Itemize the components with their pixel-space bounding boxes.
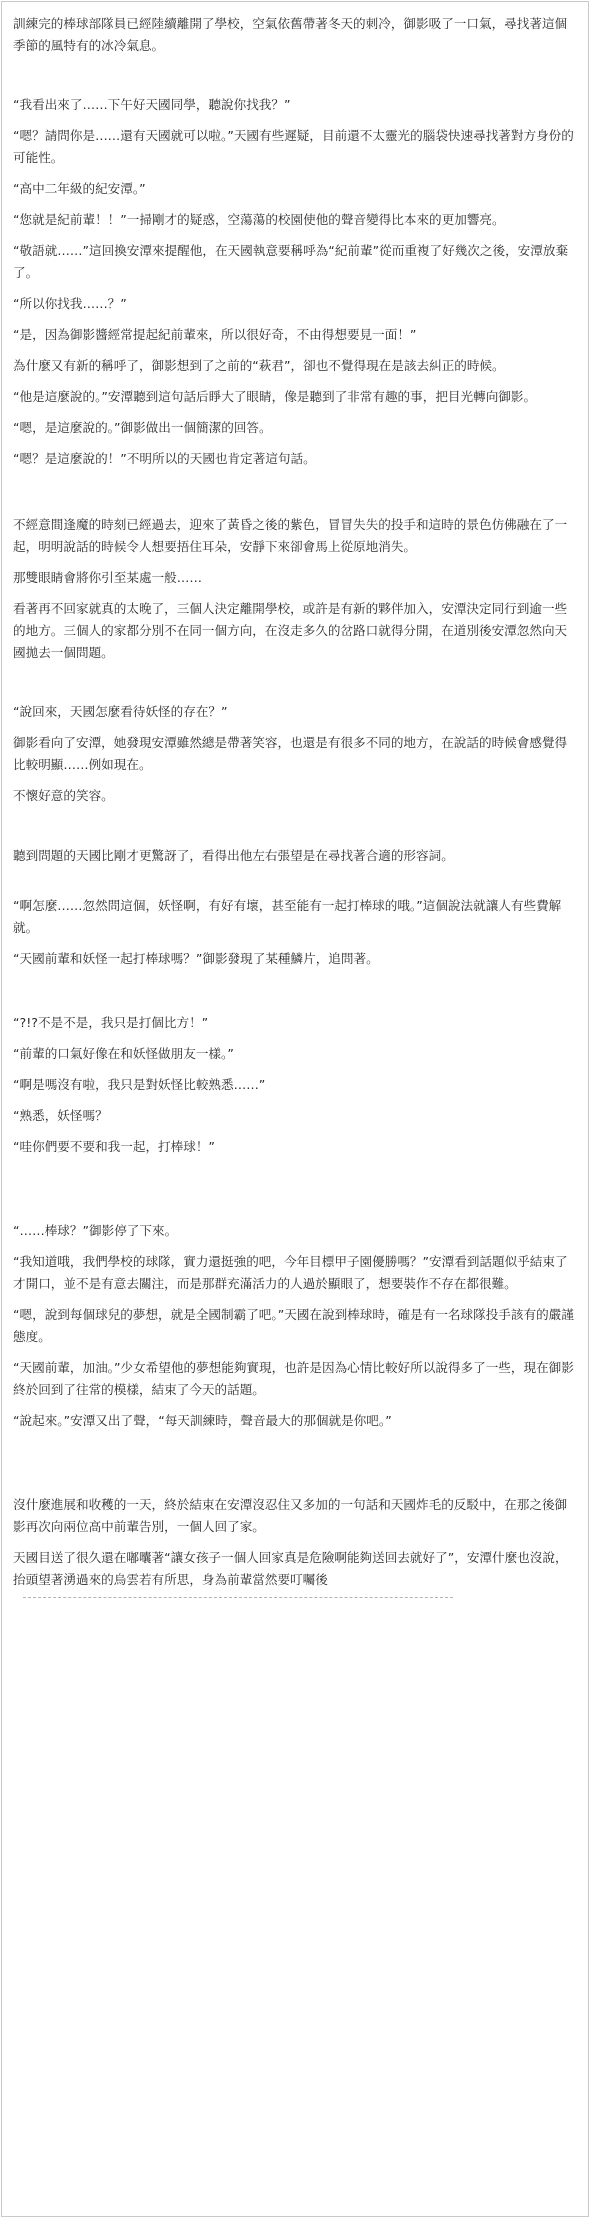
paragraph: “?!?不是不是，我只是打個比方！”	[13, 1015, 209, 1030]
paragraph: 為什麼又有新的稱呼了，御影想到了之前的“萩君”，卻也不覺得現在是該去糾正的時候。	[13, 358, 505, 373]
paragraph: 沒什麼進展和收穫的一天，終於結束在安潭沒忍住又多加的一句話和天國炸毛的反駁中，在那之後御影再次向兩位高中前輩告別，一個人回了家。	[13, 1497, 568, 1534]
article-page	[1, 1, 589, 2217]
paragraph: “啊是嗎沒有啦，我只是對妖怪比較熟悉……”	[13, 1077, 266, 1092]
paragraph: “嗯，是這麼說的。”御影做出一個簡潔的回答。	[13, 420, 272, 435]
paragraph: 天國目送了很久還在嘟囔著“讓女孩子一個人回家真是危險啊能夠送回去就好了”，安潭什麼也沒說，抬頭望著湧過來的烏雲若有所思，身為前輩當然要叮囑後	[13, 1550, 568, 1587]
paragraph: “天國前輩，加油。”少女希望他的夢想能夠實現，也許是因為心情比較好所以說得多了一些，現在御影終於回到了往常的模樣，結束了今天的話題。	[13, 1360, 574, 1397]
paragraph: “敬語就……”這回換安潭來提醒他，在天國執意要稱呼為“紀前輩”從而重複了好幾次之後，安潭放棄了。	[13, 243, 569, 280]
paragraph: 看著再不回家就真的太晚了，三個人決定離開學校，或許是有新的夥伴加入，安潭決定同行到逾一些的地方。三個人的家都分別不在同一個方向，在沒走多久的岔路口就得分開，在道別後安潭忽然向天國拋去一個問題。	[13, 601, 568, 660]
paragraph: “說起來。”安潭又出了聲，“每天訓練時，聲音最大的那個就是你吧。”	[13, 1413, 392, 1428]
paragraph: 聽到問題的天國比剛才更驚訝了，看得出他左右張望是在尋找著合適的形容詞。	[13, 848, 454, 863]
paragraph: “啊怎麼……忽然問這個，妖怪啊，有好有壞，甚至能有一起打棒球的哦。”這個說法就讓人有些費解就。	[13, 898, 562, 935]
paragraph: “您就是紀前輩！！”一掃剛才的疑惑，空蕩蕩的校園使他的聲音變得比本來的更加響亮。	[13, 212, 505, 227]
paragraph: “嗯？是這麼說的！”不明所以的天國也肯定著這句話。	[13, 451, 316, 466]
dashed-divider	[23, 1597, 453, 1598]
paragraph: 訓練完的棒球部隊員已經陸續離開了學校，空氣依舊帶著冬天的刺冷，御影吸了一口氣，尋找著這個季節的風特有的冰冷氣息。	[13, 16, 568, 53]
paragraph: “說回來，天國怎麼看待妖怪的存在？”	[13, 704, 228, 719]
paragraph: 那雙眼睛會將你引至某處一般……	[13, 570, 202, 585]
paragraph: “我看出來了……下午好天國同學，聽說你找我？”	[13, 97, 291, 112]
paragraph: “我知道哦，我們學校的球隊，實力還挺強的吧，今年目標甲子園優勝嗎？”安潭看到話題似乎結束了才開口，並不是有意去關注，而是那群充滿活力的人過於顯眼了，想要裝作不存在都很難。	[13, 1254, 568, 1291]
paragraph: “天國前輩和妖怪一起打棒球嗎？”御影發現了某種鱗片，追問著。	[13, 951, 379, 966]
paragraph: “哇你們要不要和我一起，打棒球！”	[13, 1139, 215, 1154]
paragraph: 不懷好意的笑容。	[13, 788, 114, 803]
paragraph: “嗯？請問你是……還有天國就可以啦。”天國有些遲疑，目前還不太靈光的腦袋快速尋找著對方身份的可能性。	[13, 128, 574, 165]
paragraph: “……棒球？”御影停了下來。	[13, 1223, 178, 1238]
paragraph: “熟悉，妖怪嗎？	[13, 1108, 108, 1123]
paragraph: “是，因為御影醬經常提起紀前輩來，所以很好奇，不由得想要見一面！”	[13, 327, 417, 342]
paragraph: “他是這麼說的。”安潭聽到這句話后睜大了眼睛，像是聽到了非常有趣的事，把目光轉向御影。	[13, 389, 537, 404]
paragraph: “高中二年級的紀安潭。”	[13, 181, 146, 196]
paragraph: “前輩的口氣好像在和妖怪做朋友一樣。”	[13, 1046, 234, 1061]
paragraph: “所以你找我……？”	[13, 296, 127, 311]
paragraph: 御影看向了安潭，她發現安潭雖然總是帶著笑容，也還是有很多不同的地方，在說話的時候會感覺得比較明顯……例如現在。	[13, 735, 568, 772]
paragraph: “嗯，說到每個球兒的夢想，就是全國制霸了吧。”天國在說到棒球時，確是有一名球隊投手該有的嚴謹態度。	[13, 1307, 574, 1344]
paragraph: 不經意間逢魔的時刻已經過去，迎來了黃昏之後的紫色，冒冒失失的投手和這時的景色仿佛融在了一起，明明說話的時候令人想要捂住耳朵，安靜下來卻會馬上從原地消失。	[13, 517, 568, 554]
